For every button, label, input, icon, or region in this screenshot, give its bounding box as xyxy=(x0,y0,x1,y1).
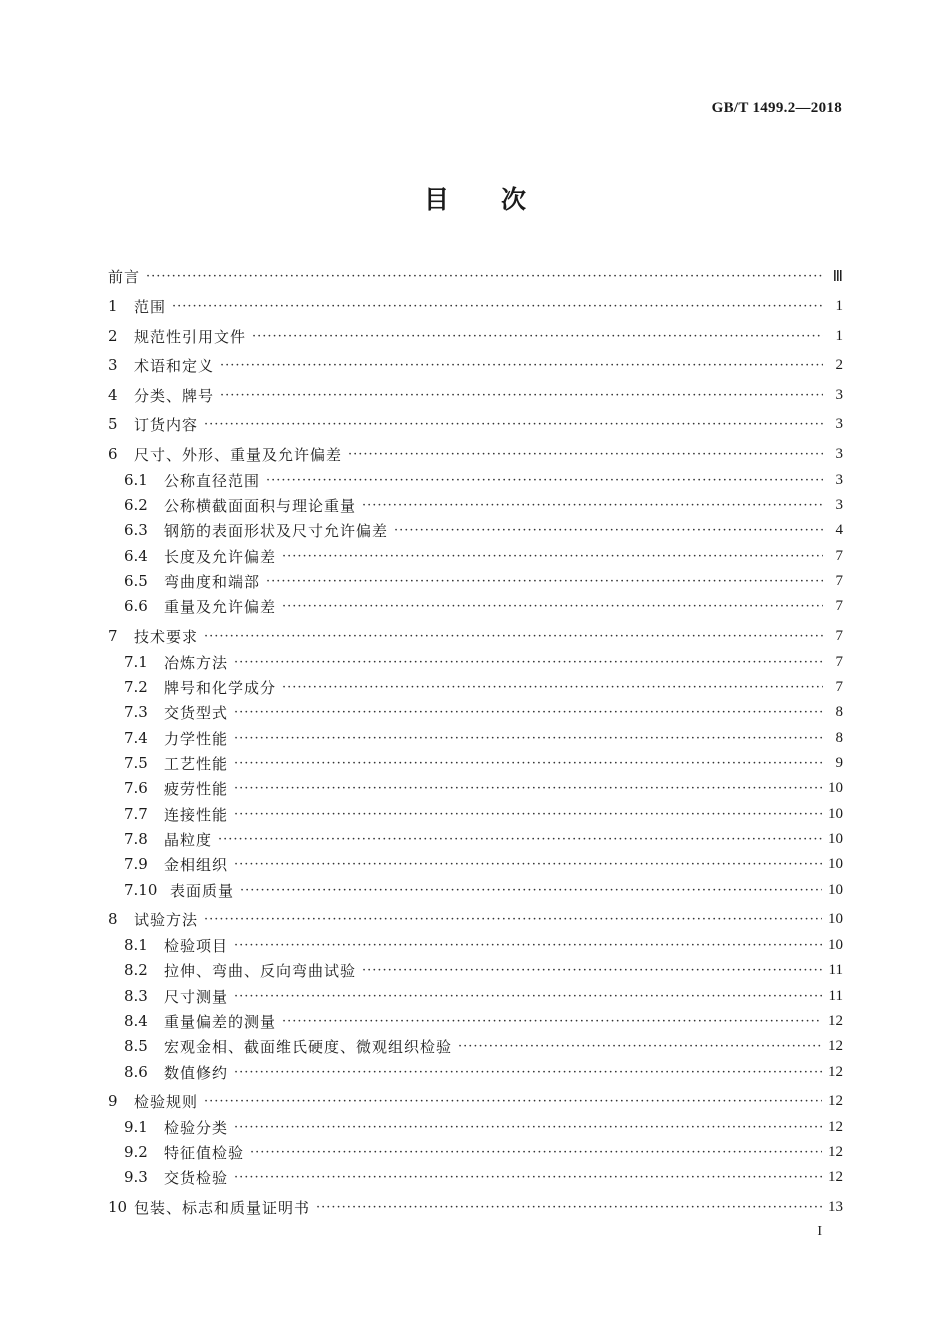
toc-entry-page: 13 xyxy=(828,1198,843,1215)
toc-entry-page: 7 xyxy=(835,627,843,644)
toc-entry-number: 6.6 xyxy=(124,597,148,615)
toc-leader-dots xyxy=(234,857,822,872)
toc-entry-page: 11 xyxy=(828,961,843,978)
toc-entry-page: 12 xyxy=(828,1168,843,1185)
toc-leader-dots xyxy=(234,781,822,796)
toc-leader-dots xyxy=(234,756,823,771)
toc-leader-dots xyxy=(204,417,823,432)
toc-entry-label: 前言 xyxy=(108,267,141,286)
toc-entry[interactable] xyxy=(108,726,843,750)
toc-entry-page: 4 xyxy=(835,521,843,538)
toc-entry[interactable] xyxy=(108,802,843,826)
toc-entry-label: 晶粒度 xyxy=(164,830,213,849)
toc-leader-dots xyxy=(234,938,822,953)
toc-entry-page: 7 xyxy=(835,653,843,670)
toc-entry[interactable] xyxy=(108,468,843,492)
toc-entry[interactable] xyxy=(108,493,843,517)
toc-leader-dots xyxy=(316,1200,822,1215)
toc-leader-dots xyxy=(240,883,822,898)
toc-entry-label: 疲劳性能 xyxy=(164,779,229,798)
toc-entry[interactable] xyxy=(108,827,843,851)
toc-entry-label: 尺寸、外形、重量及允许偏差 xyxy=(134,445,343,464)
toc-leader-dots xyxy=(282,1014,822,1029)
toc-entry-number: 8.5 xyxy=(124,1037,148,1055)
toc-entry[interactable] xyxy=(108,933,843,957)
toc-entry-page: 12 xyxy=(828,1118,843,1135)
toc-entry[interactable] xyxy=(108,1060,843,1084)
toc-entry-number: 7.2 xyxy=(124,678,148,696)
toc-entry-page: 2 xyxy=(835,356,843,373)
toc-entry-label: 技术要求 xyxy=(134,627,199,646)
toc-entry-label: 公称横截面面积与理论重量 xyxy=(164,496,357,515)
toc-leader-dots xyxy=(220,358,823,373)
toc-entry-label: 交货检验 xyxy=(164,1168,229,1187)
toc-entry-number: 9 xyxy=(108,1092,118,1110)
toc-entry-page: 8 xyxy=(835,703,843,720)
toc-leader-dots xyxy=(250,1145,822,1160)
toc-entry[interactable] xyxy=(108,518,843,542)
toc-entry-page: Ⅲ xyxy=(832,268,843,285)
toc-entry-page: 12 xyxy=(828,1063,843,1080)
toc-entry-page: 3 xyxy=(835,386,843,403)
toc-entry-number: 9.3 xyxy=(124,1168,148,1186)
toc-leader-dots xyxy=(282,599,823,614)
toc-entry-page: 8 xyxy=(835,729,843,746)
toc-entry[interactable] xyxy=(108,264,843,288)
toc-leader-dots xyxy=(146,269,823,284)
toc-entry-number: 8.3 xyxy=(124,987,148,1005)
toc-entry-label: 规范性引用文件 xyxy=(134,327,247,346)
toc-entry-number: 6.1 xyxy=(124,471,148,489)
toc-leader-dots xyxy=(394,523,823,538)
toc-entry-label: 包装、标志和质量证明书 xyxy=(134,1198,311,1217)
toc-entry-page: 11 xyxy=(828,987,843,1004)
toc-entry[interactable] xyxy=(108,383,843,407)
toc-entry[interactable] xyxy=(108,353,843,377)
toc-leader-dots xyxy=(234,655,823,670)
toc-entry-number: 6 xyxy=(108,445,118,463)
toc-entry-number: 7.4 xyxy=(124,729,148,747)
toc-entry-page: 10 xyxy=(828,830,843,847)
toc-entry-number: 6.2 xyxy=(124,496,148,514)
toc-leader-dots xyxy=(266,574,823,589)
toc-entry-page: 12 xyxy=(828,1037,843,1054)
toc-entry-page: 10 xyxy=(828,910,843,927)
toc-entry[interactable] xyxy=(108,984,843,1008)
toc-entry-number: 8.1 xyxy=(124,936,148,954)
toc-entry-page: 7 xyxy=(835,597,843,614)
toc-leader-dots xyxy=(234,1120,822,1135)
toc-entry-page: 7 xyxy=(835,572,843,589)
toc-entry[interactable] xyxy=(108,700,843,724)
toc-entry-number: 7.7 xyxy=(124,805,148,823)
toc-entry[interactable] xyxy=(108,776,843,800)
toc-leader-dots xyxy=(218,832,822,847)
toc-entry-label: 表面质量 xyxy=(170,881,235,900)
toc-leader-dots xyxy=(234,705,823,720)
toc-entry[interactable] xyxy=(108,852,843,876)
toc-leader-dots xyxy=(234,731,823,746)
toc-leader-dots xyxy=(282,549,823,564)
toc-leader-dots xyxy=(220,388,823,403)
toc-entry-page: 1 xyxy=(835,327,843,344)
toc-entry-number: 2 xyxy=(108,327,118,345)
toc-entry[interactable] xyxy=(108,907,843,931)
toc-leader-dots xyxy=(362,963,823,978)
toc-entry[interactable] xyxy=(108,1115,843,1139)
toc-entry[interactable] xyxy=(108,324,843,348)
toc-leader-dots xyxy=(252,329,823,344)
toc-entry-label: 连接性能 xyxy=(164,805,229,824)
page-title xyxy=(0,180,950,216)
toc-leader-dots xyxy=(172,299,823,314)
title-char-1: 目 xyxy=(423,185,449,214)
toc-leader-dots xyxy=(458,1039,822,1054)
toc-entry-number: 8.4 xyxy=(124,1012,148,1030)
toc-entry-number: 7.9 xyxy=(124,855,148,873)
toc-leader-dots xyxy=(204,629,823,644)
toc-entry-number: 6.4 xyxy=(124,547,148,565)
toc-entry[interactable] xyxy=(108,675,843,699)
toc-entry-page: 3 xyxy=(835,445,843,462)
toc-entry-label: 检验项目 xyxy=(164,936,229,955)
toc-entry[interactable] xyxy=(108,1165,843,1189)
toc-entry-page: 10 xyxy=(828,936,843,953)
toc-entry[interactable] xyxy=(108,1195,843,1219)
toc-entry-page: 3 xyxy=(835,496,843,513)
toc-entry[interactable] xyxy=(108,544,843,568)
toc-entry-number: 7.5 xyxy=(124,754,148,772)
toc-entry-label: 重量及允许偏差 xyxy=(164,597,277,616)
toc-entry-number: 7 xyxy=(108,627,118,645)
toc-entry[interactable] xyxy=(108,624,843,648)
toc-entry-page: 3 xyxy=(835,471,843,488)
toc-entry-label: 检验规则 xyxy=(134,1092,199,1111)
standard-code: GB/T 1499.2—2018 xyxy=(711,100,842,116)
toc-leader-dots xyxy=(234,1065,822,1080)
toc-entry-number: 7.3 xyxy=(124,703,148,721)
toc-entry-label: 订货内容 xyxy=(134,415,199,434)
toc-entry-number: 4 xyxy=(108,386,118,404)
toc-entry-label: 钢筋的表面形状及尺寸允许偏差 xyxy=(164,521,389,540)
toc-leader-dots xyxy=(348,447,823,462)
toc-entry[interactable] xyxy=(108,1009,843,1033)
toc-entry[interactable] xyxy=(108,294,843,318)
toc-entry-number: 8.6 xyxy=(124,1063,148,1081)
toc-entry-label: 重量偏差的测量 xyxy=(164,1012,277,1031)
toc-entry-page: 10 xyxy=(828,881,843,898)
toc-entry-page: 12 xyxy=(828,1012,843,1029)
toc-entry[interactable] xyxy=(108,442,843,466)
toc-leader-dots xyxy=(234,989,823,1004)
toc-entry-label: 交货型式 xyxy=(164,703,229,722)
toc-entry-label: 公称直径范围 xyxy=(164,471,261,490)
toc-leader-dots xyxy=(362,498,823,513)
toc-entry-label: 分类、牌号 xyxy=(134,386,215,405)
toc-entry-label: 力学性能 xyxy=(164,729,229,748)
toc-entry-page: 1 xyxy=(835,297,843,314)
toc-entry-number: 8 xyxy=(108,910,118,928)
toc-entry[interactable] xyxy=(108,1089,843,1113)
toc-entry-number: 5 xyxy=(108,415,118,433)
toc-entry[interactable] xyxy=(108,1034,843,1058)
toc-entry-page: 10 xyxy=(828,779,843,796)
toc-entry-label: 弯曲度和端部 xyxy=(164,572,261,591)
toc-entry-label: 检验分类 xyxy=(164,1118,229,1137)
toc-leader-dots xyxy=(234,1170,822,1185)
toc-entry-label: 术语和定义 xyxy=(134,356,215,375)
toc-entry-page: 7 xyxy=(835,678,843,695)
toc-entry-page: 12 xyxy=(828,1143,843,1160)
toc-entry-label: 特征值检验 xyxy=(164,1143,245,1162)
toc-entry-label: 范围 xyxy=(134,297,167,316)
toc-leader-dots xyxy=(266,473,823,488)
title-char-2: 次 xyxy=(501,185,527,214)
toc-entry[interactable] xyxy=(108,1140,843,1164)
toc-entry-label: 宏观金相、截面维氏硬度、微观组织检验 xyxy=(164,1037,453,1056)
toc-entry[interactable] xyxy=(108,878,843,902)
toc-leader-dots xyxy=(234,807,822,822)
toc-entry-number: 3 xyxy=(108,356,118,374)
toc-entry[interactable] xyxy=(108,958,843,982)
toc-entry-label: 尺寸测量 xyxy=(164,987,229,1006)
toc-entry-number: 9.2 xyxy=(124,1143,148,1161)
toc-entry-number: 7.10 xyxy=(124,881,158,899)
toc-entry-number: 9.1 xyxy=(124,1118,148,1136)
toc-entry[interactable] xyxy=(108,412,843,436)
toc-entry-label: 冶炼方法 xyxy=(164,653,229,672)
page-number: I xyxy=(817,1224,822,1239)
toc-entry-label: 拉伸、弯曲、反向弯曲试验 xyxy=(164,961,357,980)
toc-entry-number: 8.2 xyxy=(124,961,148,979)
toc-entry[interactable] xyxy=(108,569,843,593)
toc-entry-label: 长度及允许偏差 xyxy=(164,547,277,566)
toc-entry-page: 7 xyxy=(835,547,843,564)
toc-leader-dots xyxy=(282,680,823,695)
toc-entry-number: 10 xyxy=(108,1198,128,1216)
toc-entry-number: 7.6 xyxy=(124,779,148,797)
toc-entry-label: 试验方法 xyxy=(134,910,199,929)
toc-entry-page: 10 xyxy=(828,805,843,822)
toc-entry-number: 6.3 xyxy=(124,521,148,539)
toc-entry-number: 7.8 xyxy=(124,830,148,848)
toc-entry-page: 9 xyxy=(835,754,843,771)
toc-leader-dots xyxy=(204,912,822,927)
toc-entry-label: 数值修约 xyxy=(164,1063,229,1082)
toc-entry-page: 3 xyxy=(835,415,843,432)
toc-entry-number: 1 xyxy=(108,297,118,315)
toc-entry-page: 12 xyxy=(828,1092,843,1109)
toc-leader-dots xyxy=(204,1094,822,1109)
toc-entry[interactable] xyxy=(108,650,843,674)
toc-entry-number: 7.1 xyxy=(124,653,148,671)
toc-entry[interactable] xyxy=(108,594,843,618)
toc-entry-number: 6.5 xyxy=(124,572,148,590)
toc-entry-page: 10 xyxy=(828,855,843,872)
toc-entry-label: 牌号和化学成分 xyxy=(164,678,277,697)
toc-entry[interactable] xyxy=(108,751,843,775)
toc-entry-label: 金相组织 xyxy=(164,855,229,874)
toc-entry-label: 工艺性能 xyxy=(164,754,229,773)
